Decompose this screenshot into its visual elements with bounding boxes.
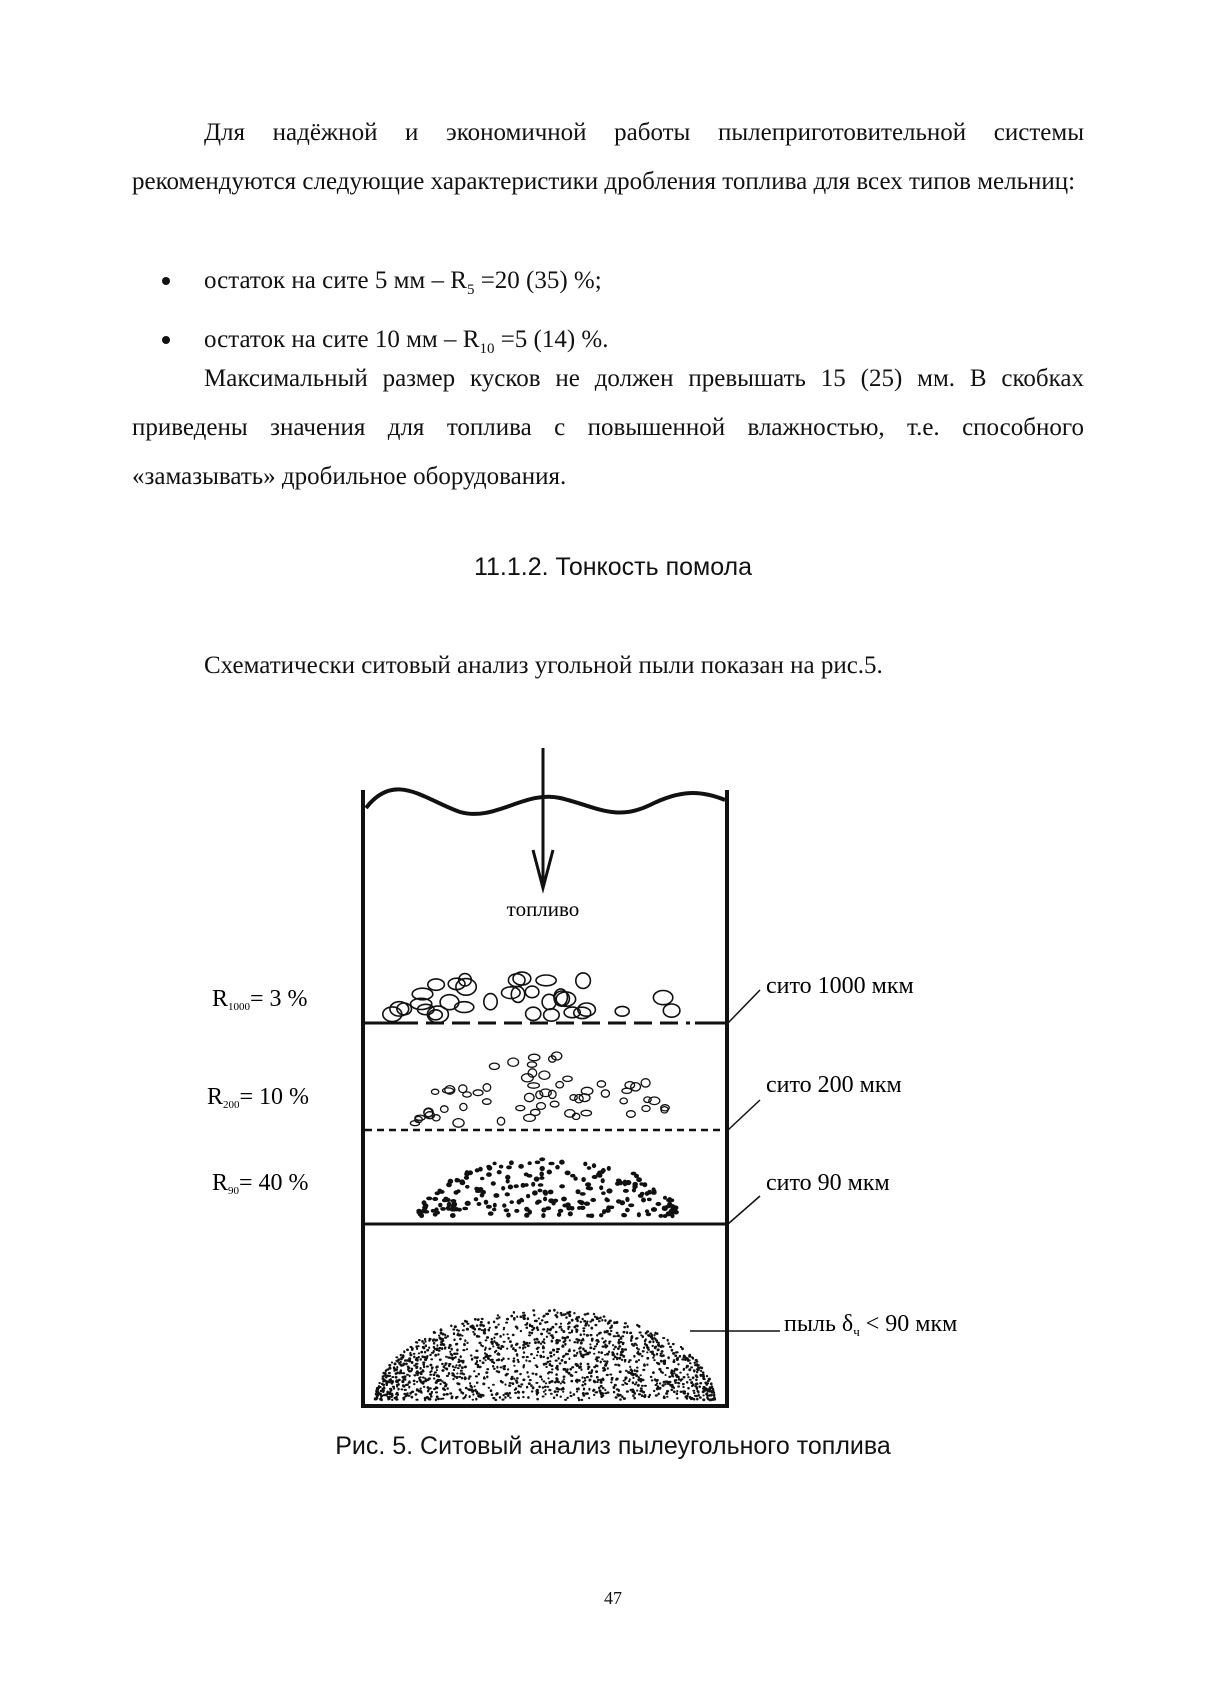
sieve-label-1000: сито 1000 мкм <box>766 973 914 999</box>
sieve-label-90: сито 90 мкм <box>766 1170 890 1196</box>
leader-line <box>728 990 760 1023</box>
paragraph-max-size: Максимальный размер кусков не должен превышать 15 (25) мм. В скобках приведены значения для топлива с повышенной влажностью, т.е. способного «замазывать» дробильное оборудования. <box>132 365 1084 490</box>
pile-medium <box>410 1052 669 1127</box>
fuel-surface-wave <box>366 789 725 814</box>
bullet-text: остаток на сите 5 мм – R <box>204 267 467 294</box>
bullet-text: остаток на сите 10 мм – R <box>204 326 480 353</box>
dust-label: пыль $\delta_ч < 90$ мкм <box>784 1311 958 1339</box>
residue-label-90: R90= 40 % <box>212 1170 309 1197</box>
page-number: 47 <box>604 1588 622 1608</box>
leader-line <box>728 1100 760 1130</box>
fuel-label: топливо <box>506 897 580 921</box>
paragraph-requirements: Для надёжной и экономичной работы пылеприготовительной системы рекомендуются следующие характеристики дробления топлива для всех типов мельниц: <box>132 119 1084 195</box>
residue-label-1000: R1000= 3 % <box>212 986 308 1013</box>
pile-dust <box>374 1309 716 1401</box>
figure-intro: Схематически ситовый анализ угольной пыли показан на рис.5. <box>204 652 883 679</box>
bullet-value: =5 (14) %. <box>494 326 609 353</box>
bullet-subscript: 5 <box>466 282 475 298</box>
bullet-subscript: 10 <box>479 341 495 357</box>
section-heading: 11.1.2. Тонкость помола <box>473 553 753 581</box>
bullet-value: =20 (35) %; <box>474 267 602 294</box>
figure-caption: Рис. 5. Ситовый анализ пылеугольного топлива <box>335 1432 891 1460</box>
pile-coarse <box>383 972 680 1023</box>
leader-line <box>728 1196 760 1224</box>
pile-fine <box>417 1158 679 1218</box>
sieve-label-200: сито 200 мкм <box>766 1072 902 1098</box>
residue-label-200: R200= 10 % <box>207 1084 310 1111</box>
